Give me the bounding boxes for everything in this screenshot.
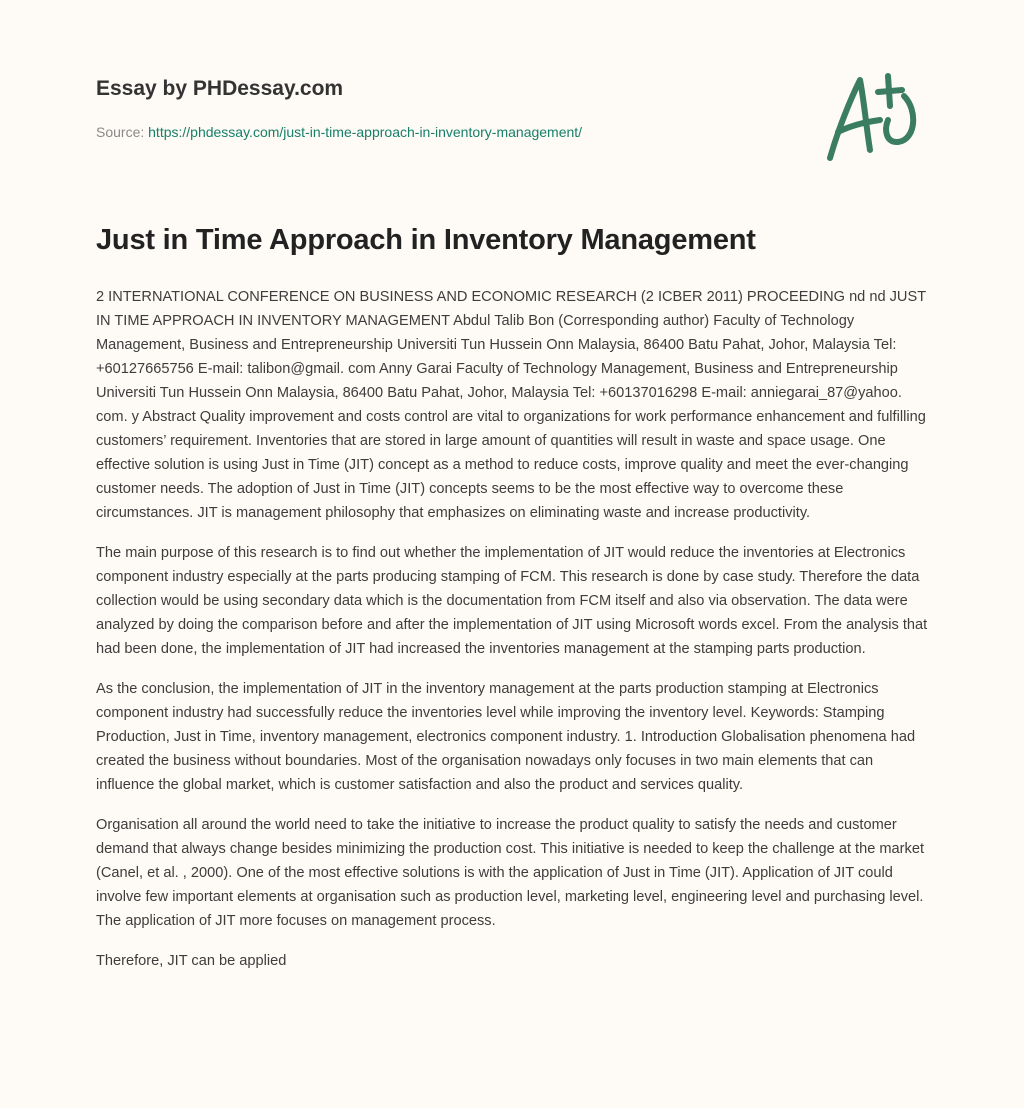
paragraph: The main purpose of this research is to find out whether the implementation of JIT would reduce the inventories at Electronics component industry especially at the parts producing stamping of FCM. This research is done by case study. Therefore the data collection would be using secondary data which is the documentation from FCM itself and also via observation. The data were analyzed by doing the comparison before and after the implementation of JIT using Microsoft words excel. From the analysis that had been done, the implementation of JIT had increased the inventories management at the stamping parts production. <box>96 545 928 657</box>
a-plus-logo-icon <box>820 70 930 165</box>
source-label: Source: <box>96 124 149 140</box>
source-link[interactable]: https://phdessay.com/just-in-time-approach-in-inventory-management/ <box>148 124 583 140</box>
paragraph: As the conclusion, the implementation of JIT in the inventory management at the parts production stamping at Electronics component industry had successfully reduce the inventories level while improving the inventory level. Keywords: Stamping Production, Just in Time, inventory management, electronics component industry. 1. Introduction Globalisation phenomena had created the business without boundaries. Most of the organisation nowadays only focuses in two main elements that can influence the global market, which is customer satisfaction and also the product and services quality. <box>96 681 916 793</box>
essay-title: Just in Time Approach in Inventory Management <box>96 224 756 256</box>
site-brand: Essay by PHDessay.com <box>96 77 344 100</box>
paragraph: Organisation all around the world need to take the initiative to increase the product quality to satisfy the needs and customer demand that always change besides minimizing the production cost. This initiative is needed to keep the challenge at the market (Canel, et al. , 2000). One of the most effective solutions is with the application of Just in Time (JIT). Application of JIT could involve few important elements at organisation such as production level, marketing level, engineering level and purchasing level. The application of JIT more focuses on management process. <box>96 817 925 929</box>
source-line <box>96 124 582 140</box>
essay-body <box>96 285 932 989</box>
paragraph: Therefore, JIT can be applied <box>96 953 287 969</box>
paragraph: 2 INTERNATIONAL CONFERENCE ON BUSINESS AND ECONOMIC RESEARCH (2 ICBER 2011) PROCEEDING nd nd JUST IN TIME APPROACH IN INVENTORY MANAGEMENT Abdul Talib Bon (Corresponding author) Faculty of Technology Management, Business and Entrepreneurship Universiti Tun Hussein Onn Malaysia, 86400 Batu Pahat, Johor, Malaysia Tel: +60127665756 E-mail: talibon@gmail. com Anny Garai Faculty of Technology Management, Business and Entrepreneurship Universiti Tun Hussein Onn Malaysia, 86400 Batu Pahat, Johor, Malaysia Tel: +60137016298 E-mail: anniegarai_87@yahoo. com. y Abstract Quality improvement and costs control are vital to organizations for work performance enhancement and fulfilling customers’ requirement. Inventories that are stored in large amount of quantities will result in waste and space usage. One effective solution is using Just in Time (JIT) concept as a method to reduce costs, improve quality and meet the ever-changing customer needs. The adoption of Just in Time (JIT) concepts seems to be the most effective way to overcome these circumstances. JIT is management philosophy that emphasizes on eliminating waste and increase productivity. <box>96 289 926 521</box>
